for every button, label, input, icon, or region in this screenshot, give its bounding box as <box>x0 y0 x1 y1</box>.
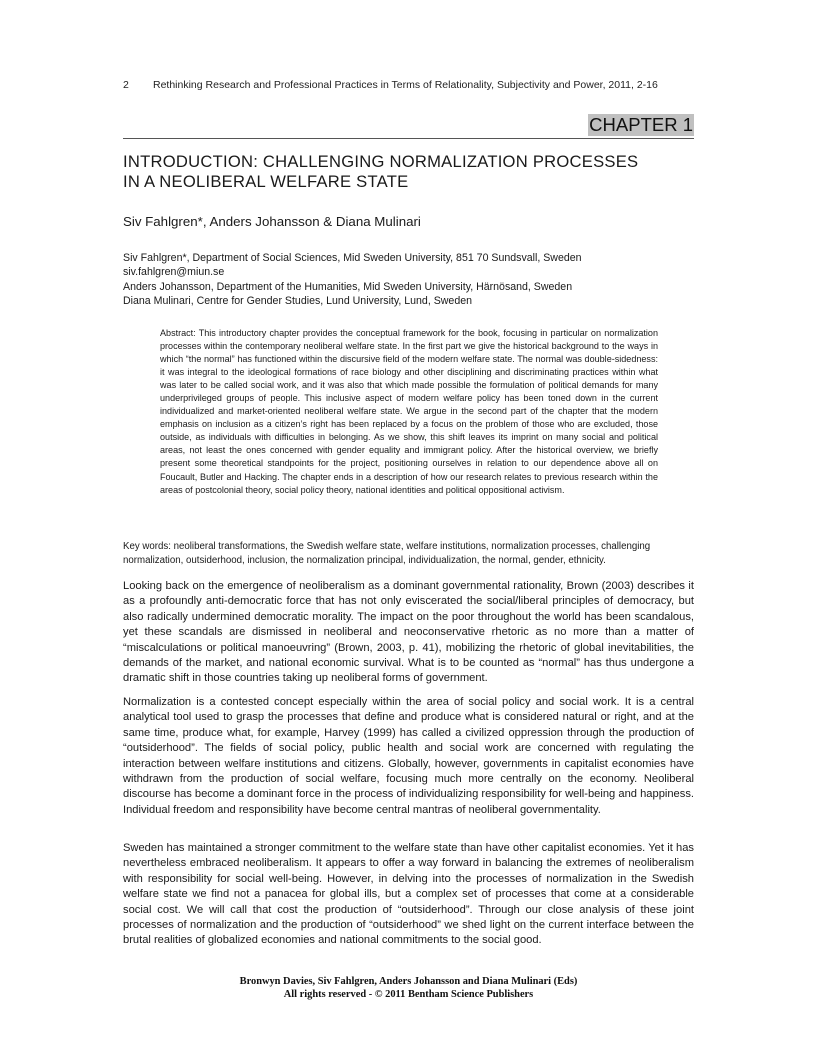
chapter-header-rule <box>123 114 694 139</box>
affiliations <box>123 251 703 309</box>
running-head <box>123 79 703 91</box>
page-footer <box>123 975 694 1001</box>
chapter-label: CHAPTER 1 <box>589 114 693 135</box>
chapter-title <box>123 152 703 192</box>
running-head-text: Rethinking Research and Professional Practices in Terms of Relationality, Subjectivity and Power, 2011, 2-16 <box>153 79 658 91</box>
abstract: Abstract: This introductory chapter provides the conceptual framework for the book, focusing in particular on normalization processes within the contemporary neoliberal welfare state. In the first part we give the historical background to the ways in which “the normal” has functioned within the discursive field of the modern welfare state. The normal was double-sidedness: it was integral to the ideological formations of race biology and other disciplining and discriminating practices within what was later to be called social work, and it was also that which made possible the formulation of political demands for many underprivileged groups of people. This inclusive aspect of modern welfare policy has been toned down in the current individualized and market-oriented neoliberal welfare state. We argue in the second part of the chapter that the modern emphasis on inclusion as a citizen’s right has been replaced by a focus on the problem of those who are excluded, those outside, as individuals with difficulties in belonging. As we show, this shift leaves its imprint on many social and political areas, not least the ones concerned with gender equality and immigrant policy. After the historical overview, we briefly present some theoretical standpoints for the project, positioning ourselves in relation to our dependence above all on Foucault, Butler and Hacking. The chapter ends in a description of how our research relates to previous research within the areas of postcolonial theory, social policy theory, national identities and political oppositional activism. <box>160 328 658 495</box>
keywords: Key words: neoliberal transformations, the Swedish welfare state, welfare institutions, normalization processes, challenging normalization, outsiderhood, inclusion, the normalization principal, individualization, the normal, gender, ethnicity. <box>123 541 651 566</box>
affiliation-line: Siv Fahlgren*, Department of Social Sciences, Mid Sweden University, 851 70 Sundsvall, Sweden <box>123 252 582 264</box>
footer-editors: Bronwyn Davies, Siv Fahlgren, Anders Johansson and Diana Mulinari (Eds) <box>239 976 578 987</box>
body-paragraph: Looking back on the emergence of neoliberalism as a dominant governmental rationality, Brown (2003) describes it as a profoundly anti-democratic force that has not only eviscerated the social/liberal principles of democracy, but also radically undermined democratic morality. The impact on the poor throughout the world has been scandalous, yet these scandals are dismissed in neoliberal and neoconservative rhetoric as no more than a matter of “miscalculations or political manoeuvring” (Brown, 2003, p. 41), mobilizing the rhetoric of global inevitabilities, the demands of the market, and national economic survival. What is to be counted as “normal” has thus undergone a dramatic shift in those countries taking up neoliberal forms of government. <box>123 580 694 685</box>
body-paragraph: Sweden has maintained a stronger commitment to the welfare state than have other capitalist economies. Yet it has nevertheless embraced neoliberalism. It appears to offer a way forward in balancing the extremes of neoliberalism with responsibility for social well-being. However, in delving into the processes of normalization in the Swedish welfare state we find not a panacea for global ills, but a complex set of processes that come at a considerable social cost. We will call that cost the production of “outsiderhood”. Through our close analysis of these joint processes of normalization and the production of “outsiderhood” we shed light on the current interface between the brutal realities of globalized economies and national commitments to the social good. <box>123 842 694 947</box>
chapter-title-line-1: INTRODUCTION: CHALLENGING NORMALIZATION PROCESSES <box>123 152 639 171</box>
page-number: 2 <box>123 79 129 91</box>
author-list: Siv Fahlgren*, Anders Johansson & Diana Mulinari <box>123 214 421 229</box>
body-paragraph: Normalization is a contested concept especially within the area of social policy and social work. It is a central analytical tool used to grasp the processes that define and produce what is considered natural or right, and at the same time, produce what, for example, Harvey (1999) has called a civilized oppression through the production of “outsiderhood”. The fields of social policy, public health and social work are concerned with regulating the interaction between welfare institutions and citizens. Globally, however, governments in capitalist economies have withdrawn from the production of social welfare, focusing much more centrally on the economy. Neoliberal discourse has become a dominant force in the process of individualizing responsibility for well-being and happiness. Individual freedom and responsibility have become central mantras of neoliberal governmentality. <box>123 696 694 816</box>
author-email: siv.fahlgren@miun.se <box>123 266 225 279</box>
affiliation-line: Anders Johansson, Department of the Humanities, Mid Sweden University, Härnösand, Sweden <box>123 280 573 293</box>
chapter-title-line-2: IN A NEOLIBERAL WELFARE STATE <box>123 172 409 191</box>
affiliation-line: Diana Mulinari, Centre for Gender Studies, Lund University, Lund, Sweden <box>123 295 472 308</box>
footer-copyright: All rights reserved - © 2011 Bentham Science Publishers <box>283 989 534 1000</box>
